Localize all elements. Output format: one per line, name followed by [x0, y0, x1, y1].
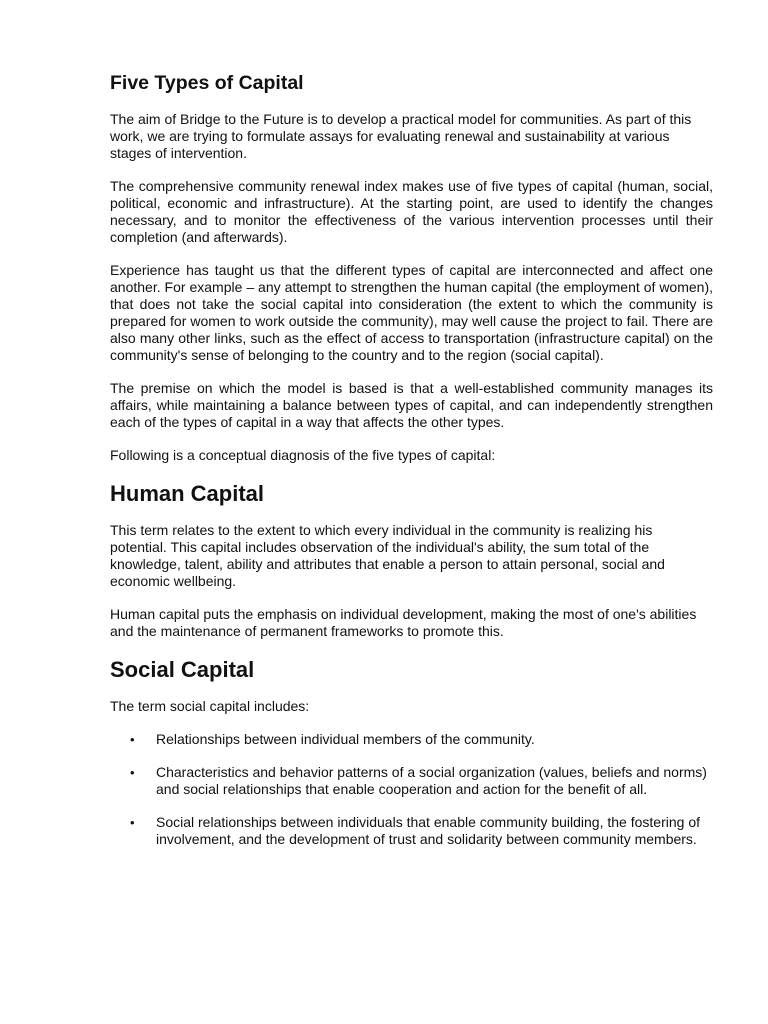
social-capital-heading: Social Capital	[110, 657, 255, 682]
human-capital-heading: Human Capital	[110, 481, 265, 506]
list-item	[110, 731, 713, 748]
intro-paragraph-4: The premise on which the model is based is that a well-established community manages its affairs, while maintaining a balance between types of capital, and can independently strengthen each of the types of capital in a way that affects the other types.	[110, 380, 713, 430]
intro-paragraph-3: Experience has taught us that the different types of capital are interconnected and affect one another. For example – any attempt to strengthen the human capital (the employment of women), that does not take the social capital into consideration (the extent to which the community is prepared for women to work outside the community), may well cause the project to fail. There are also many other links, such as the effect of access to transportation (infrastructure capital) on the community's sense of belonging to the country and to the region (social capital).	[110, 262, 713, 363]
list-item-text: Relationships between individual members of the community.	[156, 731, 535, 747]
list-item	[110, 814, 713, 848]
list-item-text: Social relationships between individuals that enable community building, the fostering of involvement, and the development of trust and solidarity between community members.	[156, 814, 700, 847]
intro-paragraph-1: The aim of Bridge to the Future is to develop a practical model for communities. As part of this work, we are trying to formulate assays for evaluating renewal and sustainability at various stages of intervention.	[110, 111, 692, 161]
bullet-icon: •	[130, 815, 135, 830]
social-capital-list	[110, 731, 713, 848]
list-item	[110, 764, 713, 798]
intro-paragraph-2: The comprehensive community renewal index makes use of five types of capital (human, social, political, economic and infrastructure). At the starting point, are used to identify the changes necessary, and to monitor the effectiveness of the various intervention processes until their completion (and afterwards).	[110, 178, 713, 245]
human-capital-paragraph-2: Human capital puts the emphasis on individual development, making the most of one's abilities and the maintenance of permanent frameworks to promote this.	[110, 606, 697, 639]
intro-paragraph-5: Following is a conceptual diagnosis of the five types of capital:	[110, 447, 496, 463]
document-page	[110, 70, 713, 864]
document-title: Five Types of Capital	[110, 72, 304, 94]
human-capital-paragraph-1: This term relates to the extent to which every individual in the community is realizing his potential. This capital includes observation of the individual's ability, the sum total of the knowledge, talent, ability and attributes that enable a person to attain personal, social and economic wellbeing.	[110, 522, 665, 589]
social-capital-intro: The term social capital includes:	[110, 698, 310, 714]
list-item-text: Characteristics and behavior patterns of a social organization (values, beliefs and norms) and social relationships that enable cooperation and action for the benefit of all.	[156, 764, 707, 797]
bullet-icon: •	[130, 765, 135, 780]
bullet-icon: •	[130, 732, 135, 747]
